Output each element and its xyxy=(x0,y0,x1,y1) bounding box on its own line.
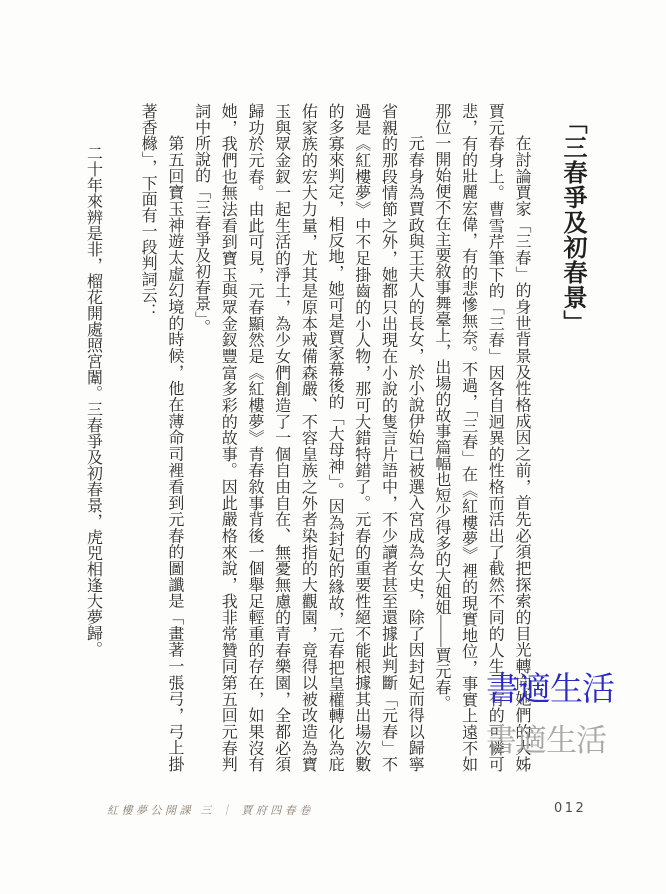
running-footer xyxy=(107,802,314,818)
paragraph: 元春身為賈政與王夫人的長女，於小說伊始已被選入宮成為女史，除了因封妃而得以歸寧省親的那段情節之外，她都只出現在小說的隻言片語中，不少讀者甚至還據此判斷「元春」不過是《紅樓夢》中不足掛齒的小人物，那可大錯特錯了。元春的重要性絕不能根據其出場次數的多寡來判定，相反地，她可是賈家幕後的「大母神」。因為封妃的緣故，元春把皇權轉化為庇佑家族的宏大力量，尤其是原本戒備森嚴、不容皇族之外者染指的大觀園，竟得以被改造為寶玉與眾金釵一起生活的淨土，為少女們創造了一個自由自在、無憂無慮的青春樂園，全都必須歸功於元春。由此可見，元春顯然是《紅樓夢》青春敘事背後一個舉足輕重的存在，如果沒有她，我們也無法看到寶玉與眾金釵豐富多彩的故事。因此嚴格來說，我非常贊同第五回元春判詞中所說的「三春爭及初春景」。 xyxy=(192,103,424,772)
footer-running-title: 紅樓夢公開課 三 xyxy=(107,805,215,817)
chapter-title: 「三春爭及初春景」 xyxy=(559,110,585,335)
paragraph: 第五回寶玉神遊太虛幻境的時候，他在薄命司裡看到元春的圖讖是「畫著一張弓，弓上掛著香櫞」，下面有一段判詞云： xyxy=(139,103,183,772)
watermark-blue: 書適生活 xyxy=(486,672,614,708)
watermark-gray: 書適生活 xyxy=(486,723,606,758)
body-text-block xyxy=(79,103,534,772)
page-number: 012 xyxy=(554,801,587,816)
footer-separator: ｜ xyxy=(220,805,236,817)
paragraph: 在討論賈家「三春」的身世背景及性格成因之前，首先必須把探索的目光轉向她們的大姊賈元春身上。曹雪芹筆下的「三春」因各自迥異的性格而活出了截然不同的人生，有的可憐可悲，有的壯麗宏偉，有的悲慘無奈。不過，「三春」在《紅樓夢》裡的現實地位，事實上遠不如那位一開始便不在主要敘事舞臺上，出場的故事篇幅也短少得多的大姐姐——賈元春。 xyxy=(432,103,530,772)
footer-section: 賈府四春卷 xyxy=(241,805,314,817)
poem-verdict: 二十年來辨是非，榴花開處照宮闈。三春爭及初春景，虎兕相逢大夢歸。 xyxy=(84,144,102,657)
